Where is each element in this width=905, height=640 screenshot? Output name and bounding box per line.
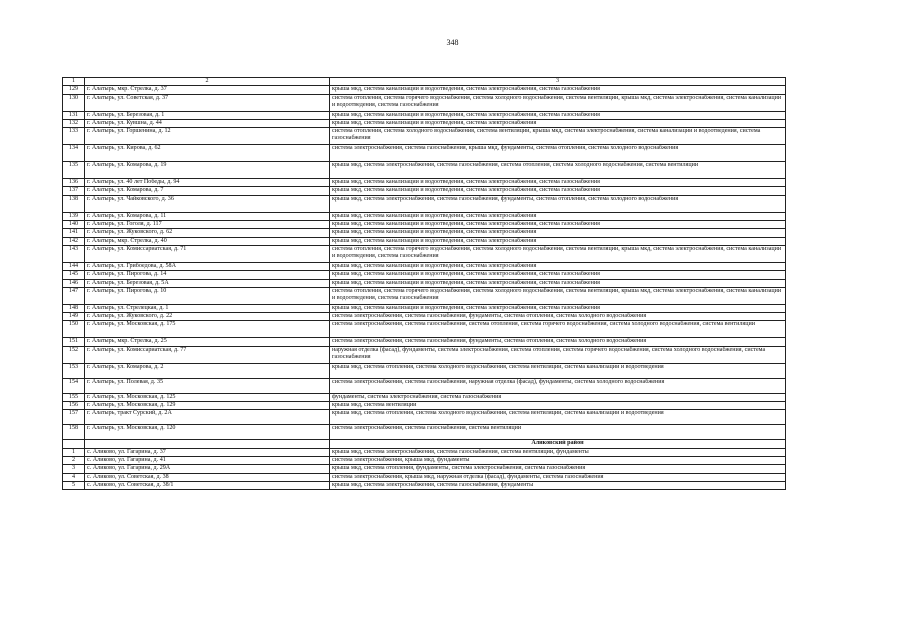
row-works: система отопления, система горячего водоснабжения, система холодного водоснабжения, система вентиляции, крыша мкд, система электроснабжения, система канализации и водоотведения, система газоснабжения <box>330 245 786 262</box>
row-address: г. Алатырь, ул. Комарова, д. 19 <box>85 162 330 179</box>
table-row <box>63 162 786 179</box>
district-heading: Аликовский район <box>330 440 786 448</box>
row-address: г. Алатырь, ул. Московская, д. 129 <box>85 402 330 410</box>
row-number: 148 <box>63 304 85 312</box>
row-works: крыша мкд, система канализации и водоотведения, система электроснабжения <box>330 212 786 220</box>
row-address: с. Аликово, ул. Советская, д. 38/1 <box>85 481 330 489</box>
table-row <box>63 338 786 346</box>
table-row <box>63 481 786 489</box>
row-address: г. Алатырь, ул. Горшенина, д. 12 <box>85 128 330 145</box>
table-row <box>63 425 786 440</box>
table-row <box>63 393 786 401</box>
table-row <box>63 86 786 94</box>
table-row <box>63 187 786 195</box>
table-row <box>63 410 786 425</box>
table-row <box>63 179 786 187</box>
row-works: крыша мкд, система канализации и водоотведения, система электроснабжения, система газоснабжения <box>330 86 786 94</box>
table-row <box>63 346 786 363</box>
row-number: 151 <box>63 338 85 346</box>
row-address: г. Алатырь, ул. Полевая, д. 35 <box>85 378 330 393</box>
row-address: г. Алатырь, ул. Жуковского, д. 22 <box>85 313 330 321</box>
row-number: 145 <box>63 271 85 279</box>
table-header-row <box>63 78 786 86</box>
district-heading-row <box>63 440 786 448</box>
row-address: г. Алатырь, ул. Комарова, д. 2 <box>85 363 330 378</box>
row-works: крыша мкд, система канализации и водоотведения, система электроснабжения, система газоснабжения <box>330 179 786 187</box>
row-address: г. Алатырь, ул. Комарова, д. 11 <box>85 212 330 220</box>
row-number: 153 <box>63 363 85 378</box>
row-number: 155 <box>63 393 85 401</box>
table-row <box>63 473 786 481</box>
row-address: с. Аликово, ул. Гагарина, д. 37 <box>85 448 330 456</box>
row-number: 131 <box>63 111 85 119</box>
table-row <box>63 363 786 378</box>
row-works: крыша мкд, система канализации и водоотведения, система электроснабжения, система газоснабжения <box>330 221 786 229</box>
row-address: г. Алатырь, ул. Пирогова, д. 10 <box>85 287 330 304</box>
row-number: 135 <box>63 162 85 179</box>
row-works: система электроснабжения, система газоснабжения, наружная отделка (фасад), фундаменты, система холодного водоснабжения <box>330 378 786 393</box>
row-number: 141 <box>63 229 85 237</box>
table-row <box>63 145 786 162</box>
row-number: 130 <box>63 94 85 111</box>
row-works: система электроснабжения, крыша мкд, наружная отделка (фасад), фундаменты, система газоснабжения <box>330 473 786 481</box>
row-address: г. Алатырь, ул. Жуковского, д. 62 <box>85 229 330 237</box>
table-row <box>63 313 786 321</box>
table-row <box>63 448 786 456</box>
row-number: 134 <box>63 145 85 162</box>
row-address: с. Аликово, ул. Советская, д. 38 <box>85 473 330 481</box>
row-works: наружная отделка (фасад), фундаменты, система электроснабжения, система отопления, система горячего водоснабжения, система холодного водоснабжения, система газоснабжения <box>330 346 786 363</box>
row-works: система электроснабжения, система газоснабжения, фундаменты, система отопления, система холодного водоснабжения <box>330 338 786 346</box>
row-works: крыша мкд, система канализации и водоотведения, система электроснабжения <box>330 262 786 270</box>
table-row <box>63 262 786 270</box>
table-row <box>63 94 786 111</box>
row-number: 154 <box>63 378 85 393</box>
row-number: 5 <box>63 481 85 489</box>
empty-cell <box>85 440 330 448</box>
row-number: 150 <box>63 321 85 338</box>
row-works: система электроснабжения, система газоснабжения, система вентиляции <box>330 425 786 440</box>
row-address: г. Алатырь, ул. Кувшна, д. 44 <box>85 119 330 127</box>
row-works: система электроснабжения, система газоснабжения, система отопления, система горячего водоснабжения, система холодного водоснабжения, система вентиляции <box>330 321 786 338</box>
row-works: крыша мкд, система канализации и водоотведения, система электроснабжения, система газоснабжения <box>330 304 786 312</box>
row-number: 129 <box>63 86 85 94</box>
table-row <box>63 128 786 145</box>
table-row <box>63 456 786 464</box>
table-row <box>63 119 786 127</box>
table-row <box>63 195 786 212</box>
table-row <box>63 212 786 220</box>
row-works: крыша мкд, система канализации и водоотведения, система электроснабжения <box>330 229 786 237</box>
row-number: 1 <box>63 448 85 456</box>
registry-table <box>62 77 786 490</box>
row-number: 158 <box>63 425 85 440</box>
table-row <box>63 237 786 245</box>
row-works: крыша мкд, система электроснабжения, система газоснабжения, фундаменты <box>330 481 786 489</box>
row-number: 140 <box>63 221 85 229</box>
row-address: с. Аликово, ул. Гагарина, д. 29А <box>85 465 330 473</box>
row-works: крыша мкд, система канализации и водоотведения, система электроснабжения <box>330 119 786 127</box>
row-number: 142 <box>63 237 85 245</box>
table-row <box>63 304 786 312</box>
table-row <box>63 111 786 119</box>
row-works: крыша мкд, система канализации и водоотведения, система электроснабжения <box>330 237 786 245</box>
table-row <box>63 271 786 279</box>
row-works: система отопления, система горячего водоснабжения, система холодного водоснабжения, система вентиляции, крыша мкд, система электроснабжения, система канализации и водоотведения, система газоснабжения <box>330 287 786 304</box>
page-number: 348 <box>446 38 459 47</box>
row-address: г. Алатырь, ул. Комиссариатская, д. 71 <box>85 245 330 262</box>
row-address: г. Алатырь, ул. Комиссариатская, д. 77 <box>85 346 330 363</box>
row-address: г. Алатырь, ул. Грибоедова, д. 58А <box>85 262 330 270</box>
column-header-works: 3 <box>330 78 786 86</box>
row-number: 133 <box>63 128 85 145</box>
row-number: 136 <box>63 179 85 187</box>
row-address: г. Алатырь, ул. Советская, д. 37 <box>85 94 330 111</box>
column-header-address: 2 <box>85 78 330 86</box>
row-works: крыша мкд, система отопления, система холодного водоснабжения, система вентиляции, система канализации и водоотведения <box>330 410 786 425</box>
table-row <box>63 245 786 262</box>
row-works: крыша мкд, система канализации и водоотведения, система электроснабжения, система газоснабжения <box>330 187 786 195</box>
row-works: крыша мкд, система канализации и водоотведения, система электроснабжения, система газоснабжения <box>330 279 786 287</box>
table-row <box>63 321 786 338</box>
row-works: крыша мкд, система отопления, система холодного водоснабжения, система вентиляции, система канализации и водоотведения <box>330 363 786 378</box>
row-works: крыша мкд, система канализации и водоотведения, система электроснабжения, система газоснабжения <box>330 111 786 119</box>
row-works: крыша мкд, система электроснабжения, система газоснабжения, система вентиляции, фундаменты <box>330 448 786 456</box>
row-address: г. Алатырь, ул. Пирогова, д. 14 <box>85 271 330 279</box>
row-address: г. Алатырь, ул. Березовая, д. 5А <box>85 279 330 287</box>
row-number: 138 <box>63 195 85 212</box>
row-address: г. Алатырь, ул. Березовая, д. 1 <box>85 111 330 119</box>
table-row <box>63 402 786 410</box>
row-number: 146 <box>63 279 85 287</box>
table-row <box>63 221 786 229</box>
row-number: 149 <box>63 313 85 321</box>
row-address: г. Алатырь, мкр. Стрелка, д. 25 <box>85 338 330 346</box>
row-number: 2 <box>63 456 85 464</box>
row-works: крыша мкд, система вентиляции <box>330 402 786 410</box>
row-address: с. Аликово, ул. Гагарина, д. 41 <box>85 456 330 464</box>
row-address: г. Алатырь, ул. 40 лет Победы, д. 94 <box>85 179 330 187</box>
row-works: система электроснабжения, крыша мкд, фундаменты <box>330 456 786 464</box>
empty-cell <box>63 440 85 448</box>
row-number: 152 <box>63 346 85 363</box>
row-address: г. Алатырь, ул. Чайковского, д. 36 <box>85 195 330 212</box>
row-works: фундаменты, система электроснабжения, система газоснабжения <box>330 393 786 401</box>
row-address: г. Алатырь, ул. Московская, д. 175 <box>85 321 330 338</box>
row-works: крыша мкд, система отопления, фундаменты, система электроснабжения, система газоснабжения <box>330 465 786 473</box>
table-row <box>63 287 786 304</box>
column-header-number: 1 <box>63 78 85 86</box>
row-address: г. Алатырь, ул. Стрелецкая, д. 1 <box>85 304 330 312</box>
row-address: г. Алатырь, ул. Комарова, д. 7 <box>85 187 330 195</box>
row-address: г. Алатырь, мкр. Стрелка, д. 40 <box>85 237 330 245</box>
table-row <box>63 279 786 287</box>
row-number: 137 <box>63 187 85 195</box>
row-address: г. Алатырь, тракт Сурский, д. 2А <box>85 410 330 425</box>
row-works: система электроснабжения, система газоснабжения, крыша мкд, фундаменты, система отопления, система холодного водоснабжения <box>330 145 786 162</box>
row-number: 157 <box>63 410 85 425</box>
row-number: 132 <box>63 119 85 127</box>
row-address: г. Алатырь, ул. Гоголя, д. 117 <box>85 221 330 229</box>
table-row <box>63 229 786 237</box>
row-number: 139 <box>63 212 85 220</box>
row-works: система электроснабжения, система газоснабжения, фундаменты, система отопления, система холодного водоснабжения <box>330 313 786 321</box>
row-works: крыша мкд, система электроснабжения, система газоснабжения, фундаменты, система отопления, система холодного водоснабжения <box>330 195 786 212</box>
row-address: г. Алатырь, ул. Московская, д. 125 <box>85 393 330 401</box>
table-row <box>63 378 786 393</box>
row-address: г. Алатырь, ул. Московская, д. 120 <box>85 425 330 440</box>
table-row <box>63 465 786 473</box>
row-number: 4 <box>63 473 85 481</box>
row-number: 144 <box>63 262 85 270</box>
row-works: система отопления, система горячего водоснабжения, система холодного водоснабжения, система вентиляции, крыша мкд, система электроснабжения, система канализации и водоотведения, система газоснабжения <box>330 94 786 111</box>
row-number: 3 <box>63 465 85 473</box>
row-works: крыша мкд, система электроснабжения, система газоснабжения, система отопления, система холодного водоснабжения, система вентиляции <box>330 162 786 179</box>
row-address: г. Алатырь, ул. Кирова, д. 62 <box>85 145 330 162</box>
row-number: 143 <box>63 245 85 262</box>
row-number: 156 <box>63 402 85 410</box>
row-address: г. Алатырь, мкр. Стрелка, д. 37 <box>85 86 330 94</box>
row-works: система отопления, система холодного водоснабжения, система вентиляции, крыша мкд, система электроснабжения, система канализации и водоотведения, система газоснабжения <box>330 128 786 145</box>
row-number: 147 <box>63 287 85 304</box>
row-works: крыша мкд, система канализации и водоотведения, система электроснабжения, система газоснабжения <box>330 271 786 279</box>
